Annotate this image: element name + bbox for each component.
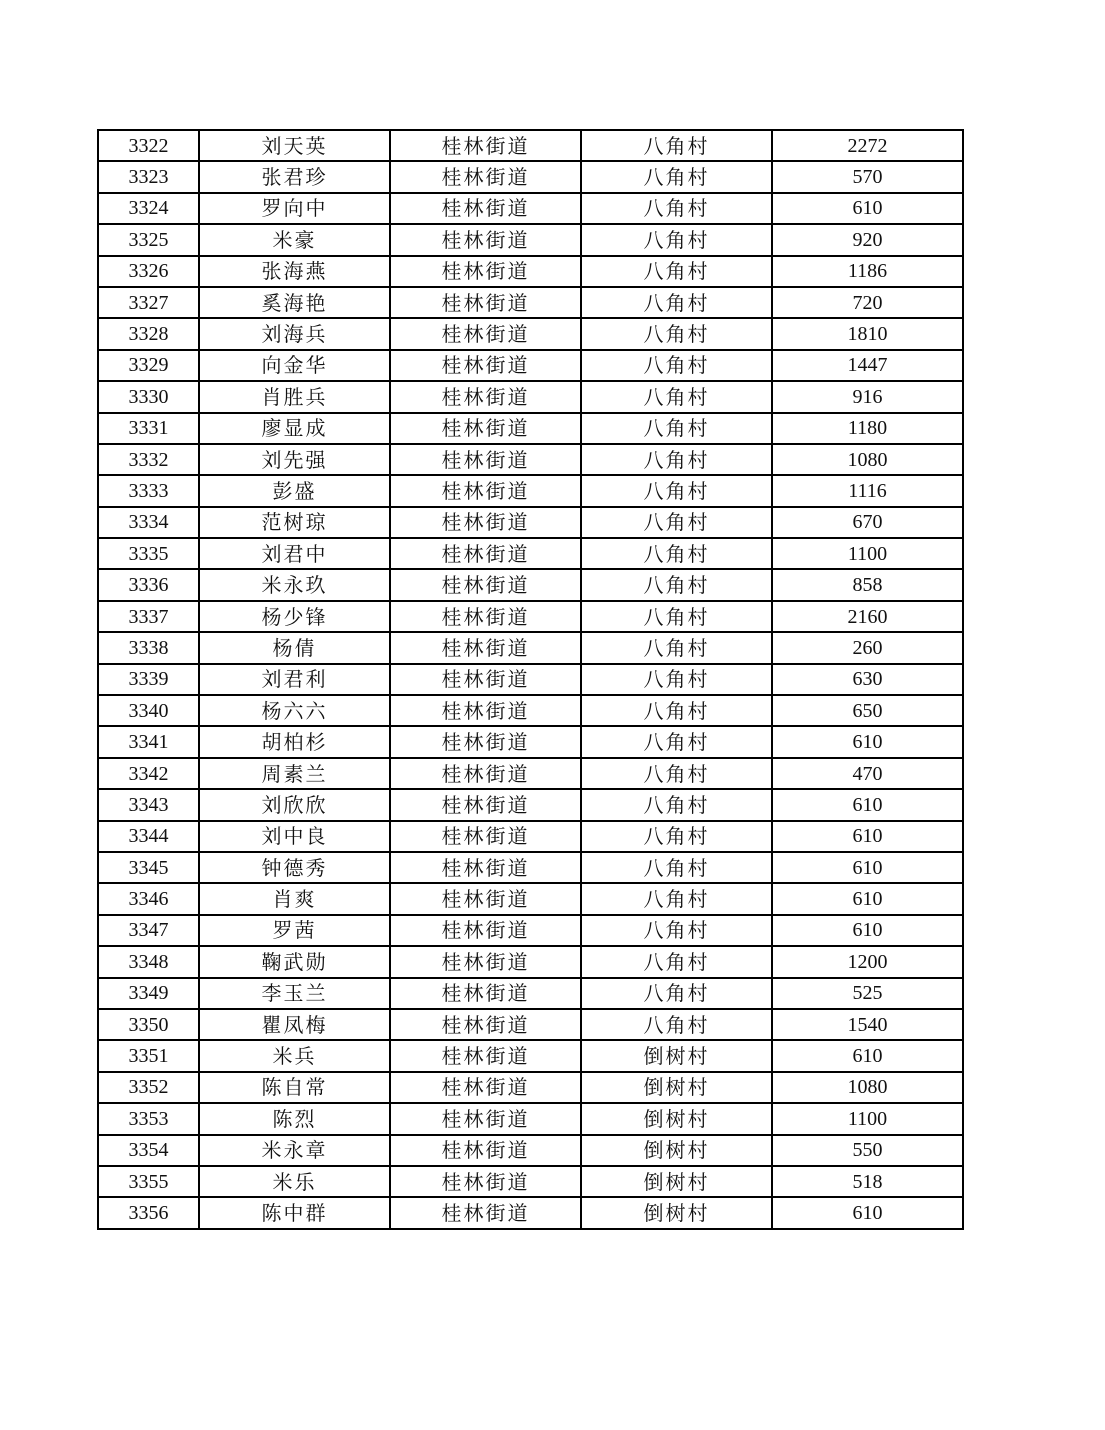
amount-cell: 2160 (772, 601, 963, 632)
village-cell: 八角村 (581, 318, 772, 349)
table-row (98, 978, 963, 1009)
name-cell: 向金华 (199, 350, 390, 381)
table-row (98, 1072, 963, 1103)
name-cell: 刘中良 (199, 821, 390, 852)
row-number-cell: 3354 (98, 1135, 199, 1166)
street-cell: 桂林街道 (390, 852, 581, 883)
row-number-cell: 3334 (98, 507, 199, 538)
amount-cell: 610 (772, 193, 963, 224)
amount-cell: 518 (772, 1166, 963, 1197)
name-cell: 瞿凤梅 (199, 1009, 390, 1040)
village-cell: 八角村 (581, 413, 772, 444)
street-cell: 桂林街道 (390, 758, 581, 789)
table-row (98, 1166, 963, 1197)
row-number-cell: 3342 (98, 758, 199, 789)
amount-cell: 1186 (772, 256, 963, 287)
row-number-cell: 3345 (98, 852, 199, 883)
row-number-cell: 3348 (98, 946, 199, 977)
name-cell: 肖胜兵 (199, 381, 390, 412)
name-cell: 范树琼 (199, 507, 390, 538)
street-cell: 桂林街道 (390, 1072, 581, 1103)
row-number-cell: 3339 (98, 664, 199, 695)
table-row (98, 287, 963, 318)
table-row (98, 507, 963, 538)
name-cell: 鞠武勋 (199, 946, 390, 977)
village-cell: 八角村 (581, 695, 772, 726)
street-cell: 桂林街道 (390, 883, 581, 914)
row-number-cell: 3333 (98, 475, 199, 506)
street-cell: 桂林街道 (390, 1135, 581, 1166)
name-cell: 张海燕 (199, 256, 390, 287)
table-row (98, 883, 963, 914)
street-cell: 桂林街道 (390, 978, 581, 1009)
amount-cell: 2272 (772, 130, 963, 161)
table-row (98, 695, 963, 726)
amount-cell: 1100 (772, 538, 963, 569)
amount-cell: 1540 (772, 1009, 963, 1040)
row-number-cell: 3332 (98, 444, 199, 475)
street-cell: 桂林街道 (390, 695, 581, 726)
amount-cell: 550 (772, 1135, 963, 1166)
street-cell: 桂林街道 (390, 287, 581, 318)
amount-cell: 720 (772, 287, 963, 318)
table-row (98, 789, 963, 820)
row-number-cell: 3331 (98, 413, 199, 444)
name-cell: 米兵 (199, 1040, 390, 1071)
name-cell: 杨倩 (199, 632, 390, 663)
table-row (98, 632, 963, 663)
name-cell: 刘君利 (199, 664, 390, 695)
street-cell: 桂林街道 (390, 350, 581, 381)
row-number-cell: 3344 (98, 821, 199, 852)
street-cell: 桂林街道 (390, 1197, 581, 1228)
street-cell: 桂林街道 (390, 256, 581, 287)
row-number-cell: 3326 (98, 256, 199, 287)
name-cell: 刘海兵 (199, 318, 390, 349)
street-cell: 桂林街道 (390, 726, 581, 757)
name-cell: 彭盛 (199, 475, 390, 506)
street-cell: 桂林街道 (390, 946, 581, 977)
street-cell: 桂林街道 (390, 632, 581, 663)
street-cell: 桂林街道 (390, 224, 581, 255)
amount-cell: 1080 (772, 1072, 963, 1103)
name-cell: 米豪 (199, 224, 390, 255)
row-number-cell: 3327 (98, 287, 199, 318)
amount-cell: 610 (772, 852, 963, 883)
data-table (97, 129, 964, 1230)
village-cell: 倒树村 (581, 1040, 772, 1071)
table-row (98, 664, 963, 695)
table-row (98, 726, 963, 757)
village-cell: 八角村 (581, 789, 772, 820)
name-cell: 钟德秀 (199, 852, 390, 883)
table-row (98, 381, 963, 412)
village-cell: 八角村 (581, 726, 772, 757)
village-cell: 八角村 (581, 538, 772, 569)
street-cell: 桂林街道 (390, 1009, 581, 1040)
village-cell: 八角村 (581, 444, 772, 475)
name-cell: 陈中群 (199, 1197, 390, 1228)
name-cell: 刘君中 (199, 538, 390, 569)
table-row (98, 1009, 963, 1040)
village-cell: 八角村 (581, 1009, 772, 1040)
amount-cell: 260 (772, 632, 963, 663)
name-cell: 杨少锋 (199, 601, 390, 632)
row-number-cell: 3340 (98, 695, 199, 726)
village-cell: 八角村 (581, 507, 772, 538)
name-cell: 罗向中 (199, 193, 390, 224)
table-row (98, 821, 963, 852)
street-cell: 桂林街道 (390, 444, 581, 475)
amount-cell: 1080 (772, 444, 963, 475)
row-number-cell: 3338 (98, 632, 199, 663)
village-cell: 八角村 (581, 978, 772, 1009)
name-cell: 廖显成 (199, 413, 390, 444)
row-number-cell: 3329 (98, 350, 199, 381)
amount-cell: 858 (772, 569, 963, 600)
table-row (98, 601, 963, 632)
amount-cell: 1200 (772, 946, 963, 977)
amount-cell: 670 (772, 507, 963, 538)
amount-cell: 916 (772, 381, 963, 412)
amount-cell: 610 (772, 883, 963, 914)
row-number-cell: 3349 (98, 978, 199, 1009)
street-cell: 桂林街道 (390, 1103, 581, 1134)
name-cell: 奚海艳 (199, 287, 390, 318)
table-row (98, 1135, 963, 1166)
row-number-cell: 3343 (98, 789, 199, 820)
table-row (98, 130, 963, 161)
name-cell: 胡柏杉 (199, 726, 390, 757)
street-cell: 桂林街道 (390, 507, 581, 538)
table-row (98, 946, 963, 977)
amount-cell: 630 (772, 664, 963, 695)
amount-cell: 1180 (772, 413, 963, 444)
street-cell: 桂林街道 (390, 569, 581, 600)
street-cell: 桂林街道 (390, 821, 581, 852)
row-number-cell: 3350 (98, 1009, 199, 1040)
amount-cell: 610 (772, 789, 963, 820)
street-cell: 桂林街道 (390, 413, 581, 444)
amount-cell: 610 (772, 915, 963, 946)
row-number-cell: 3353 (98, 1103, 199, 1134)
village-cell: 八角村 (581, 601, 772, 632)
name-cell: 刘欣欣 (199, 789, 390, 820)
table-row (98, 256, 963, 287)
street-cell: 桂林街道 (390, 915, 581, 946)
street-cell: 桂林街道 (390, 664, 581, 695)
street-cell: 桂林街道 (390, 475, 581, 506)
village-cell: 八角村 (581, 224, 772, 255)
name-cell: 杨六六 (199, 695, 390, 726)
table-row (98, 1197, 963, 1228)
row-number-cell: 3324 (98, 193, 199, 224)
amount-cell: 1447 (772, 350, 963, 381)
street-cell: 桂林街道 (390, 789, 581, 820)
name-cell: 周素兰 (199, 758, 390, 789)
row-number-cell: 3346 (98, 883, 199, 914)
amount-cell: 650 (772, 695, 963, 726)
amount-cell: 610 (772, 1040, 963, 1071)
table-row (98, 193, 963, 224)
amount-cell: 570 (772, 161, 963, 192)
row-number-cell: 3355 (98, 1166, 199, 1197)
table-row (98, 1103, 963, 1134)
table-row (98, 224, 963, 255)
village-cell: 八角村 (581, 381, 772, 412)
amount-cell: 470 (772, 758, 963, 789)
village-cell: 八角村 (581, 883, 772, 914)
amount-cell: 1100 (772, 1103, 963, 1134)
village-cell: 八角村 (581, 852, 772, 883)
name-cell: 罗茜 (199, 915, 390, 946)
amount-cell: 610 (772, 1197, 963, 1228)
row-number-cell: 3352 (98, 1072, 199, 1103)
street-cell: 桂林街道 (390, 1040, 581, 1071)
street-cell: 桂林街道 (390, 538, 581, 569)
village-cell: 八角村 (581, 475, 772, 506)
table-row (98, 475, 963, 506)
street-cell: 桂林街道 (390, 130, 581, 161)
village-cell: 倒树村 (581, 1135, 772, 1166)
name-cell: 陈烈 (199, 1103, 390, 1134)
name-cell: 张君珍 (199, 161, 390, 192)
street-cell: 桂林街道 (390, 193, 581, 224)
name-cell: 刘天英 (199, 130, 390, 161)
row-number-cell: 3341 (98, 726, 199, 757)
village-cell: 八角村 (581, 161, 772, 192)
amount-cell: 920 (772, 224, 963, 255)
table-row (98, 413, 963, 444)
row-number-cell: 3323 (98, 161, 199, 192)
amount-cell: 1810 (772, 318, 963, 349)
amount-cell: 1116 (772, 475, 963, 506)
amount-cell: 610 (772, 726, 963, 757)
name-cell: 米永章 (199, 1135, 390, 1166)
table-row (98, 852, 963, 883)
street-cell: 桂林街道 (390, 318, 581, 349)
name-cell: 李玉兰 (199, 978, 390, 1009)
amount-cell: 525 (772, 978, 963, 1009)
row-number-cell: 3322 (98, 130, 199, 161)
name-cell: 米永玖 (199, 569, 390, 600)
table-row (98, 161, 963, 192)
table-row (98, 350, 963, 381)
table-body (98, 130, 963, 1229)
village-cell: 倒树村 (581, 1072, 772, 1103)
row-number-cell: 3335 (98, 538, 199, 569)
row-number-cell: 3330 (98, 381, 199, 412)
village-cell: 八角村 (581, 915, 772, 946)
row-number-cell: 3328 (98, 318, 199, 349)
row-number-cell: 3356 (98, 1197, 199, 1228)
village-cell: 倒树村 (581, 1103, 772, 1134)
table-row (98, 915, 963, 946)
table-row (98, 569, 963, 600)
row-number-cell: 3347 (98, 915, 199, 946)
village-cell: 倒树村 (581, 1166, 772, 1197)
table-row (98, 1040, 963, 1071)
row-number-cell: 3325 (98, 224, 199, 255)
village-cell: 八角村 (581, 287, 772, 318)
table-row (98, 318, 963, 349)
amount-cell: 610 (772, 821, 963, 852)
village-cell: 八角村 (581, 350, 772, 381)
row-number-cell: 3337 (98, 601, 199, 632)
street-cell: 桂林街道 (390, 161, 581, 192)
table-row (98, 538, 963, 569)
row-number-cell: 3336 (98, 569, 199, 600)
village-cell: 八角村 (581, 569, 772, 600)
village-cell: 八角村 (581, 664, 772, 695)
village-cell: 八角村 (581, 193, 772, 224)
table-row (98, 444, 963, 475)
street-cell: 桂林街道 (390, 1166, 581, 1197)
village-cell: 八角村 (581, 632, 772, 663)
name-cell: 陈自常 (199, 1072, 390, 1103)
village-cell: 八角村 (581, 256, 772, 287)
street-cell: 桂林街道 (390, 601, 581, 632)
street-cell: 桂林街道 (390, 381, 581, 412)
village-cell: 八角村 (581, 130, 772, 161)
village-cell: 八角村 (581, 758, 772, 789)
row-number-cell: 3351 (98, 1040, 199, 1071)
village-cell: 倒树村 (581, 1197, 772, 1228)
name-cell: 刘先强 (199, 444, 390, 475)
table-row (98, 758, 963, 789)
village-cell: 八角村 (581, 946, 772, 977)
name-cell: 肖爽 (199, 883, 390, 914)
name-cell: 米乐 (199, 1166, 390, 1197)
village-cell: 八角村 (581, 821, 772, 852)
